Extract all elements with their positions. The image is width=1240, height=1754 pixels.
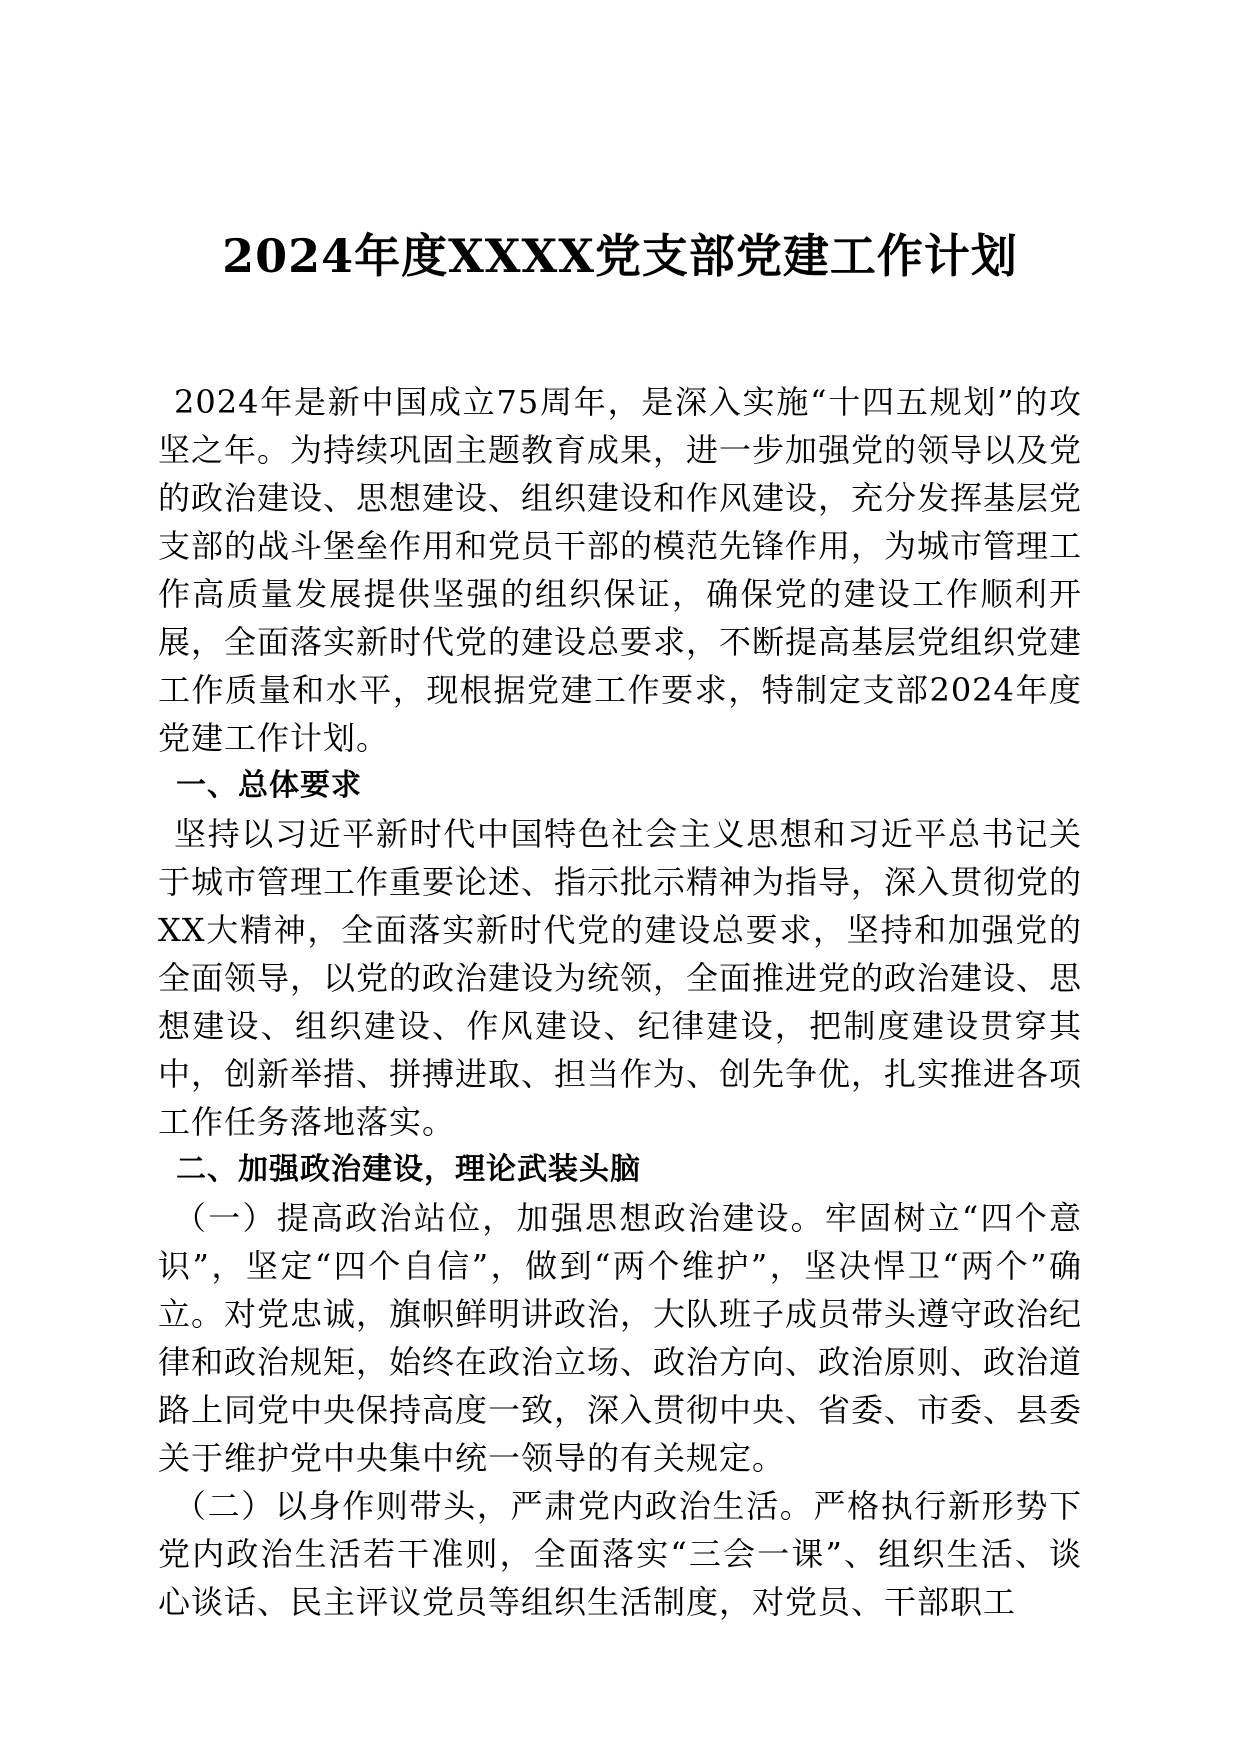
political-building-paragraph-1: （一）提高政治站位，加强思想政治建设。牢固树立“四个意识”，坚定“四个自信”，做到“两个维护”，坚决悍卫“两个”确立。对党忠诚，旗帜鲜明讲政治，大队班子成员带头遵守政治纪律和政治规矩，始终在政治立场、政治方向、政治原则、政治道路上同党中央保持高度一致，深入贯彻中央、省委、市委、县委关于维护党中央集中统一领导的有关规定。 <box>158 1199 1083 1477</box>
document-body <box>158 378 1082 1626</box>
section-heading-political-building: 二、加强政治建设，理论武装头脑 <box>176 1152 641 1187</box>
general-requirements-paragraph: 坚持以习近平新时代中国特色社会主义思想和习近平总书记关于城市管理工作重要论述、指示批示精神为指导，深入贯彻党的XX大精神，全面落实新时代党的建设总要求，坚持和加强党的全面领导，以党的政治建设为统领，全面推进党的政治建设、思想建设、组织建设、作风建设、纪律建设，把制度建设贯穿其中，创新举措、拼搏进取、担当作为、创先争优，扎实推进各项工作任务落地落实。 <box>158 815 1083 1141</box>
intro-paragraph: 2024年是新中国成立75周年，是深入实施“十四五规划”的攻坚之年。为持续巩固主题教育成果，进一步加强党的领导以及党的政治建设、思想建设、组织建设和作风建设，充分发挥基层党支部的战斗堡垒作用和党员干部的模范先锋作用，为城市管理工作高质量发展提供坚强的组织保证，确保党的建设工作顺利开展，全面落实新时代党的建设总要求，不断提高基层党组织党建工作质量和水平，现根据党建工作要求，特制定支部2024年度党建工作计划。 <box>158 383 1083 757</box>
document-title: 2024年度XXXX党支部党建工作计划 <box>222 229 1018 283</box>
section-heading-general-requirements: 一、总体要求 <box>176 768 362 803</box>
political-building-paragraph-2: （二）以身作则带头，严肃党内政治生活。严格执行新形势下党内政治生活若干准则，全面落实“三会一课”、组织生活、谈心谈话、民主评议党员等组织生活制度，对党员、干部职工 <box>158 1487 1082 1621</box>
